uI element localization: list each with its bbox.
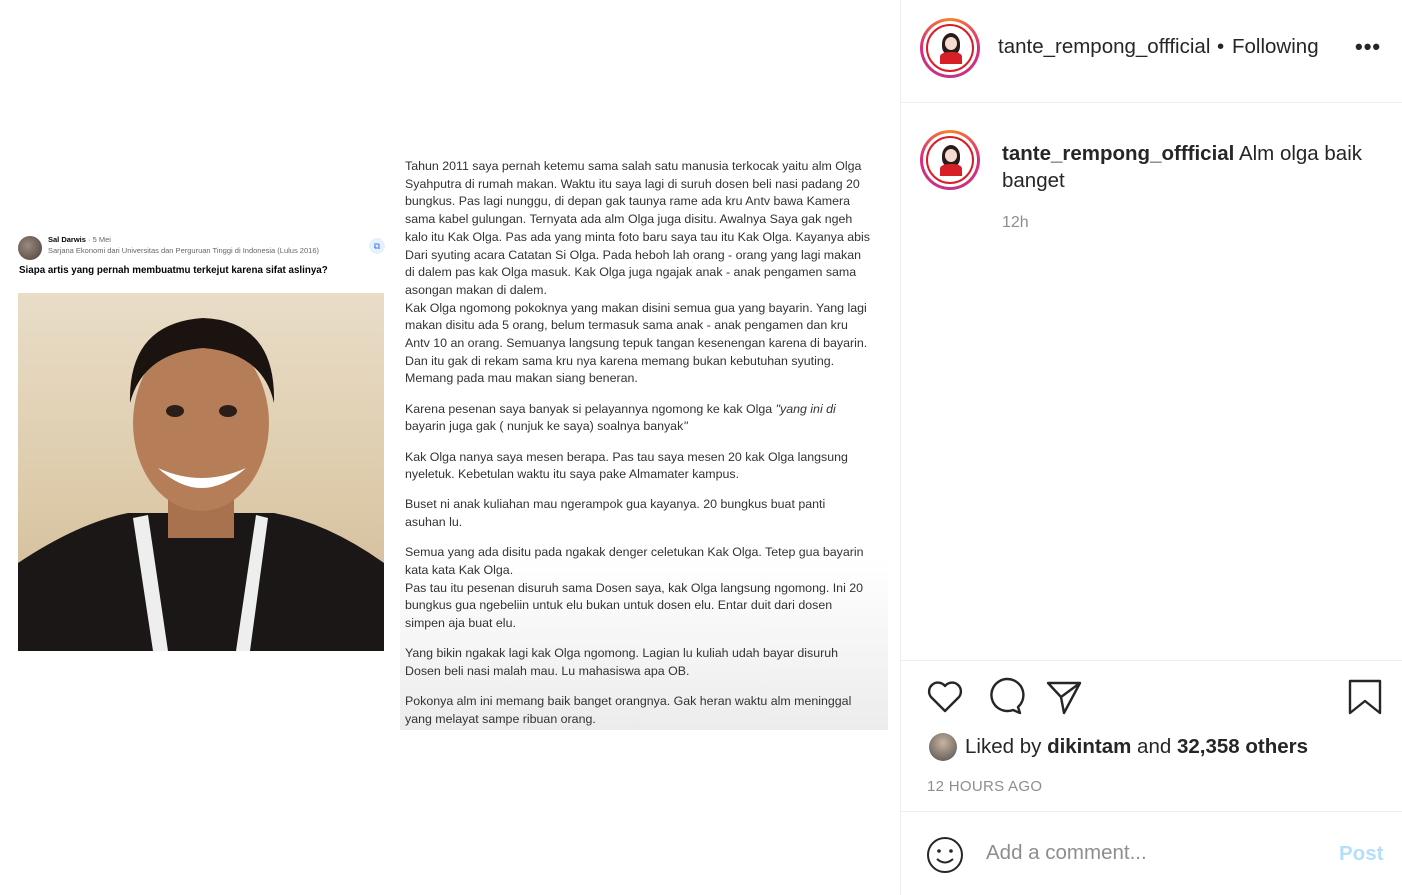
story-line: Dari syuting acara Catatan Si Olga. Pada heboh lah orang - orang yang lagi makan xyxy=(405,247,861,262)
story-line: Buset ni anak kuliahan mau ngerampok gua kayanya. 20 bungkus buat panti xyxy=(405,497,826,512)
profile-avatar[interactable] xyxy=(920,18,980,78)
story-paragraph xyxy=(405,693,888,728)
story-line: Dosen beli nasi malah mau. Lu mahasiswa apa OB. xyxy=(405,664,690,679)
liker-avatar xyxy=(929,733,957,761)
author-avatar xyxy=(18,236,42,260)
story-line: Pokonya alm ini memang baik banget orangnya. Gak heran waktu alm meninggal xyxy=(405,694,852,709)
story-text xyxy=(400,158,888,730)
post-button[interactable]: Post xyxy=(1339,842,1384,865)
story-line: Antv 10 an orang. Semuanya langsung tepuk tangan kesenengan karena di bayarin. xyxy=(405,336,868,351)
story-line: Karena pesenan saya banyak si pelayannya ngomong ke kak Olga "yang ini di xyxy=(405,401,836,416)
story-line: bungkus gua ngebeliin untuk elu bukan untuk dosen elu. Entar duit dari dosen xyxy=(405,598,833,613)
story-line: yang melayat sampe ribuan orang. xyxy=(405,711,596,726)
portrait-photo xyxy=(18,293,384,651)
author-name: Sal Darwis xyxy=(48,235,86,244)
story-paragraph xyxy=(405,496,888,531)
story-line: Semua yang ada disitu pada ngakak denger celetukan Kak Olga. Tetep gua bayarin xyxy=(405,545,864,560)
post-date: · 5 Mei xyxy=(88,235,111,244)
following-button[interactable]: Following xyxy=(1232,35,1319,58)
story-line: Memang pada mau makan siang beneran. xyxy=(405,371,638,386)
story-line: Yang bikin ngakak lagi kak Olga ngomong. Lagian lu kuliah udah bayar disuruh xyxy=(405,646,839,661)
story-line: Tahun 2011 saya pernah ketemu sama salah satu manusia terkocak yaitu alm Olga xyxy=(405,159,862,173)
author-credential: Sarjana Ekonomi dari Universitas dan Perguruan Tinggi di Indonesia (Lulus 2016) xyxy=(48,246,319,255)
story-line: Pas tau itu pesenan disuruh sama Dosen saya, kak Olga langsung ngomong. Ini 20 xyxy=(405,580,864,595)
story-line: kata kata Kak Olga. xyxy=(405,563,514,578)
separator: • xyxy=(1217,35,1225,58)
story-line: kalo itu Kak Olga. Pas ada yang minta foto baru saya tau itu Kak Olga. Kayanya abis xyxy=(405,229,870,244)
caption-username[interactable]: tante_rempong_offficial xyxy=(1002,142,1235,165)
story-paragraph xyxy=(405,449,888,484)
caption-time[interactable]: 12h xyxy=(1002,214,1029,231)
story-line: asuhan lu. xyxy=(405,515,463,530)
share-icon[interactable] xyxy=(1044,677,1084,717)
story-paragraph xyxy=(405,544,888,633)
liker-username[interactable]: dikintam xyxy=(1047,735,1132,758)
emoji-icon[interactable] xyxy=(925,835,965,880)
heart-icon[interactable] xyxy=(925,677,965,717)
story-line: Kak Olga nanya saya mesen berapa. Pas tau saya mesen 20 kak Olga langsung xyxy=(405,449,848,464)
story-line: simpen aja buat elu. xyxy=(405,616,516,631)
story-line: bayarin juga gak ( nunjuk ke saya) soalnya banyak" xyxy=(405,419,688,434)
post-header xyxy=(901,0,1402,103)
story-paragraph xyxy=(405,158,888,388)
action-bar xyxy=(901,660,1402,812)
question-title: Siapa artis yang pernah membuatmu terkejut karena sifat aslinya? xyxy=(19,265,328,276)
more-options-icon[interactable]: ••• xyxy=(1355,34,1382,59)
story-line: Dan itu gak di rekam sama kru nya karena memang bukan kebutuhan syuting. xyxy=(405,353,835,368)
comment-input[interactable] xyxy=(986,841,1316,865)
caption-text: Alm olga baik banget xyxy=(1002,142,1362,192)
story-line: di dalem pas kak Olga masuk. Kak Olga juga ngajak anak - anak pengamen sama xyxy=(405,265,857,280)
comment-icon[interactable] xyxy=(985,677,1025,717)
share-icon: ⧉ xyxy=(369,238,385,254)
caption-avatar[interactable]: TANTE xyxy=(920,130,980,190)
likes-summary xyxy=(929,733,1308,761)
story-line: Kak Olga ngomong pokoknya yang makan disini semua gua yang bayarin. Yang lagi xyxy=(405,300,867,315)
story-line: nyeletuk. Kebetulan waktu itu saya pake Almamater kampus. xyxy=(405,467,740,482)
story-line: Syahputra di rumah makan. Waktu itu saya lagi di suruh dosen beli nasi padang 20 xyxy=(405,176,860,191)
facebook-post-header xyxy=(14,234,389,276)
story-line: bungkus. Pas lagi nunggu, di depan gak taunya rame ada kru Antv bawa Kamera xyxy=(405,194,850,209)
username-link[interactable]: tante_rempong_offficial xyxy=(998,35,1211,58)
story-line: makan disitu ada 5 orang, belum termasuk sama anak - anak pengamen dan kru xyxy=(405,318,848,333)
story-paragraph xyxy=(405,401,888,436)
likes-count[interactable]: 32,358 others xyxy=(1176,735,1309,758)
story-line: sama kabel gulungan. Ternyata ada alm Olga juga disitu. Awalnya Saya gak ngeh xyxy=(405,212,853,227)
post-timestamp[interactable]: 12 HOURS AGO xyxy=(927,778,1043,795)
likes-middle: and xyxy=(1131,735,1177,758)
comment-bar xyxy=(901,813,1402,895)
post-sidebar xyxy=(900,0,1402,895)
bookmark-icon[interactable] xyxy=(1345,677,1385,717)
logo-text: TANTE xyxy=(941,60,961,66)
story-paragraph xyxy=(405,645,888,680)
story-line: asongan makan di dalem. xyxy=(405,282,547,297)
likes-prefix: Liked by xyxy=(965,735,1048,758)
